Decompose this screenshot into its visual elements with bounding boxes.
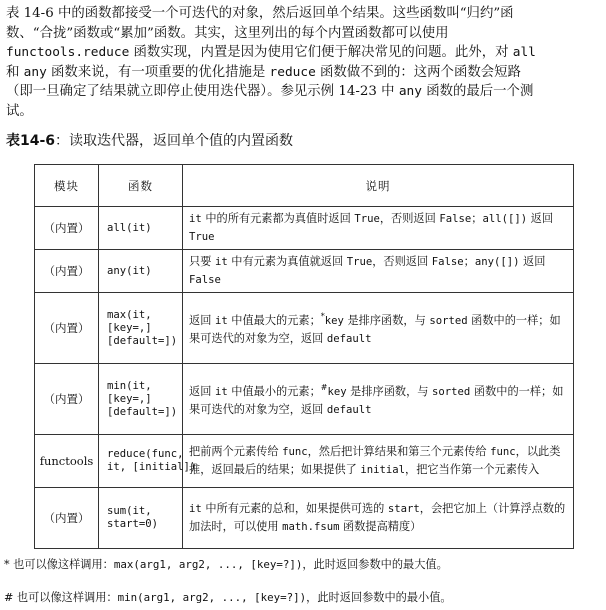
description-text: 中所有元素的总和，如果提供可选的 [201,502,388,515]
inline-code: math.fsum [282,521,340,533]
header-function: 函数 [99,165,183,207]
cell-function: any(it) [99,250,183,293]
footnote-text: ，此时返回参数中的最大值。 [302,558,448,571]
description-text: ，否则返回 [372,255,432,268]
inline-code: all [512,45,536,61]
description-text: 中值最大的元素； [227,314,321,327]
cell-description [183,488,574,549]
inline-code: False [431,256,464,268]
cell-description [183,435,574,488]
inline-code: sorted [429,315,468,327]
footnote-mark: # [4,591,14,604]
footnote-max [4,556,448,572]
footnote-min [4,589,452,605]
footnote-mark: * [4,558,10,571]
description-text: 是排序函数，与 [346,385,433,398]
intro-text: 函数做不到的：这两个函数会短路 [315,64,521,80]
inline-code: True [354,213,380,225]
intro-text: 和 [6,64,24,80]
cell-function: sum(it, start=0) [99,488,183,549]
description-text: 返回 [189,385,215,398]
description-text: 返回 [519,255,546,268]
intro-paragraph [6,4,602,122]
cell-function: all(it) [99,207,183,250]
table-row [35,488,574,549]
footnote-text: ，此时返回参数中的最小值。 [306,591,452,604]
cell-module: （内置） [35,488,99,549]
inline-code: it [214,386,228,398]
description-text: ，把它当作第一个元素传入 [405,463,540,476]
footnote-code: min(arg1, arg2, ..., [key=?]) [117,591,307,604]
intro-line: 表 14-6 中的函数都接受一个可迭代的对象，然后返回单个结果。这些函数叫“归约”函 [6,6,514,21]
cell-function: reduce(func, it, [initial]) [99,435,183,488]
cell-module: （内置） [35,207,99,250]
cell-function: max(it, [key=,] [default=]) [99,293,183,364]
inline-code: start [387,503,420,515]
intro-line: 试。 [6,103,33,119]
intro-text: （即一旦确定了结果就立即停止使用迭代器）。参见示例 14-23 中 [6,84,399,100]
description-text: 只要 [189,255,215,268]
intro-line [6,63,602,83]
cell-module: （内置） [35,250,99,293]
description-text: 函数中的一样；如果可迭代的对象为空，返回 [189,385,564,416]
description-text: ，否则返回 [379,212,440,225]
intro-text: 函数来说，有一项重要的优化措施是 [46,64,270,80]
description-text: 把前两个元素传给 [189,445,283,458]
table-header-row [35,165,574,207]
inline-code: func [490,446,516,458]
inline-code: default [326,404,372,416]
description-text: 函数提高精度） [339,520,422,533]
inline-code: it [214,256,228,268]
inline-code: False [439,213,472,225]
inline-code: it [214,315,228,327]
table-row [35,250,574,293]
cell-description [183,293,574,364]
description-text: 返回 [189,314,215,327]
inline-code: any [23,64,47,80]
intro-text: 函数的最后一个测 [421,84,534,100]
description-text: ； [463,255,475,268]
cell-function: min(it, [key=,] [default=]) [99,364,183,435]
inline-code: reduce [269,64,316,80]
intro-line [6,82,602,102]
inline-code: it [189,213,202,225]
intro-line [6,43,602,63]
cell-description [183,207,574,250]
footnote-ref: # [320,383,328,392]
cell-module: （内置） [35,364,99,435]
inline-code: key [324,315,344,327]
inline-code: default [326,333,372,345]
header-description: 说明 [183,165,574,207]
table-row [35,207,574,250]
description-text: ，然后把计算结果和第三个元素传给 [307,445,491,458]
description-text: 函数中的一样；如果可迭代的对象为空，返回 [189,314,561,345]
description-text: ，以此类推，返回最后的结果；如果提供了 [189,445,561,476]
inline-code: any [398,84,422,100]
cell-module: （内置） [35,293,99,364]
inline-code: functools.reduce [6,45,130,61]
table-row [35,435,574,488]
description-text: ，会把它加上（计算浮点数的加法时，可以使用 [189,502,566,533]
inline-code: all([]) [482,213,528,225]
description-text: ； [471,212,483,225]
header-module: 模块 [35,165,99,207]
description-text: 中的所有元素都为真值时返回 [201,212,355,225]
inline-code: True [346,256,373,268]
table-row [35,364,574,435]
cell-description [183,364,574,435]
table-row [35,293,574,364]
reduce-functions-table [34,164,574,549]
inline-code: any([]) [474,256,520,268]
intro-text: 函数实现，内置是因为使用它们便于解决常见的问题。此外，对 [129,45,513,61]
description-text: 是排序函数，与 [343,314,430,327]
description-text: 中有元素为真值就返回 [227,255,347,268]
inline-code: initial [360,464,406,476]
footnote-text: 也可以像这样调用： [13,591,118,604]
table-caption-text: ：读取迭代器，返回单个值的内置函数 [55,133,294,149]
description-text: 中值最小的元素； [227,385,321,398]
inline-code: False [189,274,221,286]
description-text: 返回 [527,212,554,225]
footnote-ref: * [320,312,325,321]
table-caption [6,130,293,150]
intro-line: 数、“合拢”函数或“累加”函数。其实，这里列出的每个内置函数都可以使用 [6,25,449,41]
table-caption-number: 表14-6 [6,133,56,149]
inline-code: func [282,446,308,458]
cell-module: functools [35,435,99,488]
footnote-code: max(arg1, arg2, ..., [key=?]) [113,558,303,571]
inline-code: key [327,386,347,398]
inline-code: it [189,503,202,515]
inline-code: sorted [432,386,471,398]
inline-code: True [189,231,215,243]
footnote-text: 也可以像这样调用： [9,558,114,571]
cell-description [183,250,574,293]
